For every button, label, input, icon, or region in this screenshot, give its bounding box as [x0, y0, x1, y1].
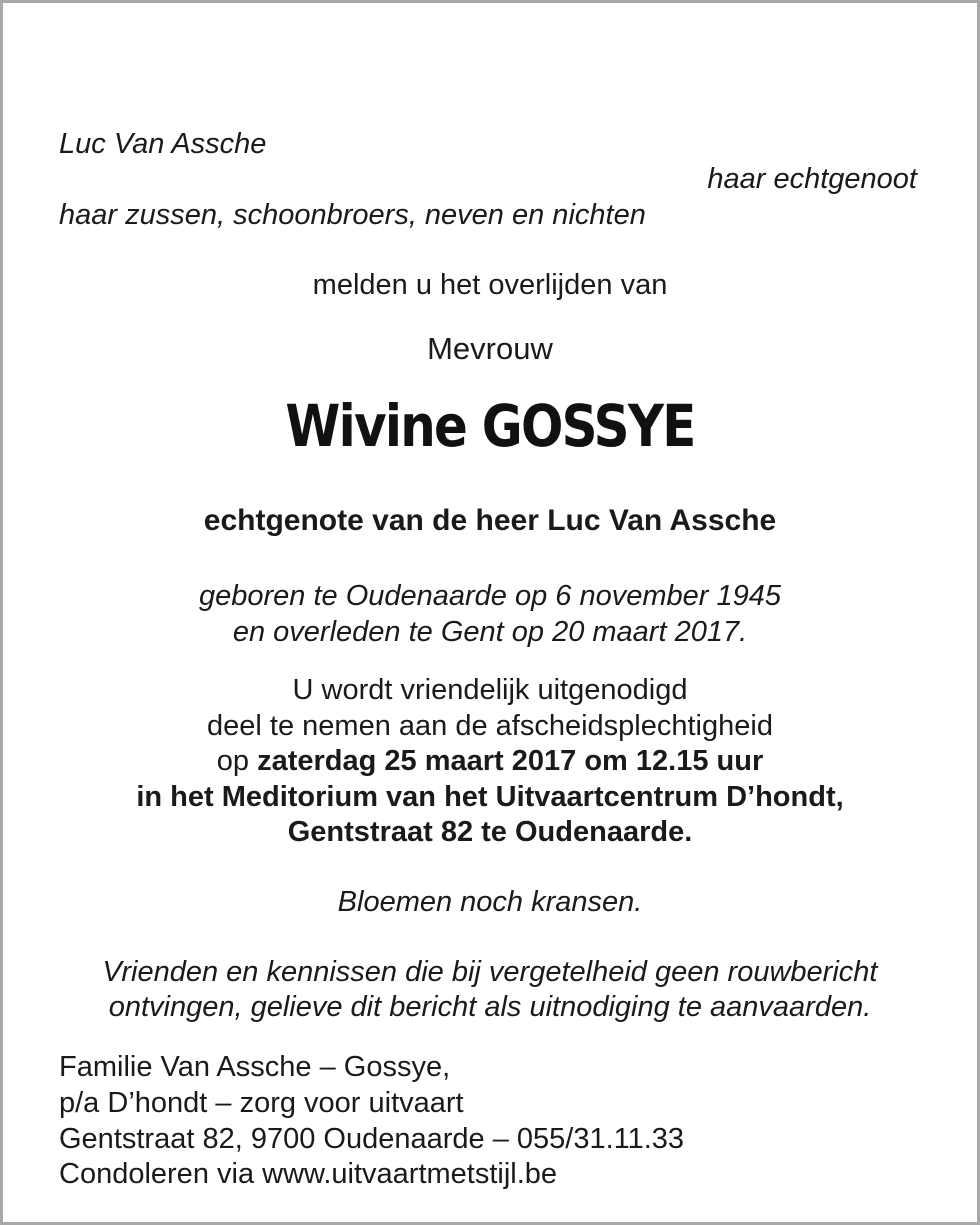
ceremony-address: Gentstraat 82 te Oudenaarde. — [287, 816, 693, 848]
contact-care-of: p/a D’hondt – zorg voor uitvaart — [59, 1087, 464, 1119]
ceremony-location: in het Meditorium van het Uitvaartcentrum D’hondt, — [136, 781, 844, 813]
contact-address: Gentstraat 82, 9700 Oudenaarde – 055/31.11.33 — [59, 1123, 685, 1155]
deceased-name: Wivine GOSSYE — [285, 392, 695, 460]
friends-note-line-2: ontvingen, gelieve dit bericht als uitnodiging te aanvaarden. — [108, 991, 872, 1023]
birth-line: geboren te Oudenaarde op 6 november 1945 — [198, 580, 782, 612]
contact-condolences: Condoleren via www.uitvaartmetstijl.be — [59, 1158, 558, 1190]
invitation-line-1: U wordt vriendelijk uitgenodigd — [292, 674, 688, 706]
ceremony-date-prefix: op — [216, 745, 258, 777]
flowers-note: Bloemen noch kransen. — [337, 886, 643, 918]
salutation: Mevrouw — [427, 331, 553, 366]
spouse-relation: haar echtgenoot — [707, 163, 917, 195]
ceremony-date-line — [3, 744, 977, 779]
invitation-line-2: deel te nemen aan de afscheidsplechtigheid — [207, 710, 773, 742]
relatives-line: haar zussen, schoonbroers, neven en nichten — [59, 199, 646, 231]
death-line: en overleden te Gent op 20 maart 2017. — [232, 616, 748, 648]
ceremony-date: zaterdag 25 maart 2017 om 12.15 uur — [257, 745, 764, 777]
contact-family: Familie Van Assche – Gossye, — [59, 1051, 451, 1083]
friends-note-line-1: Vrienden en kennissen die bij vergetelheid geen rouwbericht — [102, 956, 878, 988]
spouse-name: Luc Van Assche — [59, 128, 267, 160]
announcement-intro: melden u het overlijden van — [312, 269, 668, 301]
spouse-line: echtgenote van de heer Luc Van Assche — [203, 504, 777, 537]
